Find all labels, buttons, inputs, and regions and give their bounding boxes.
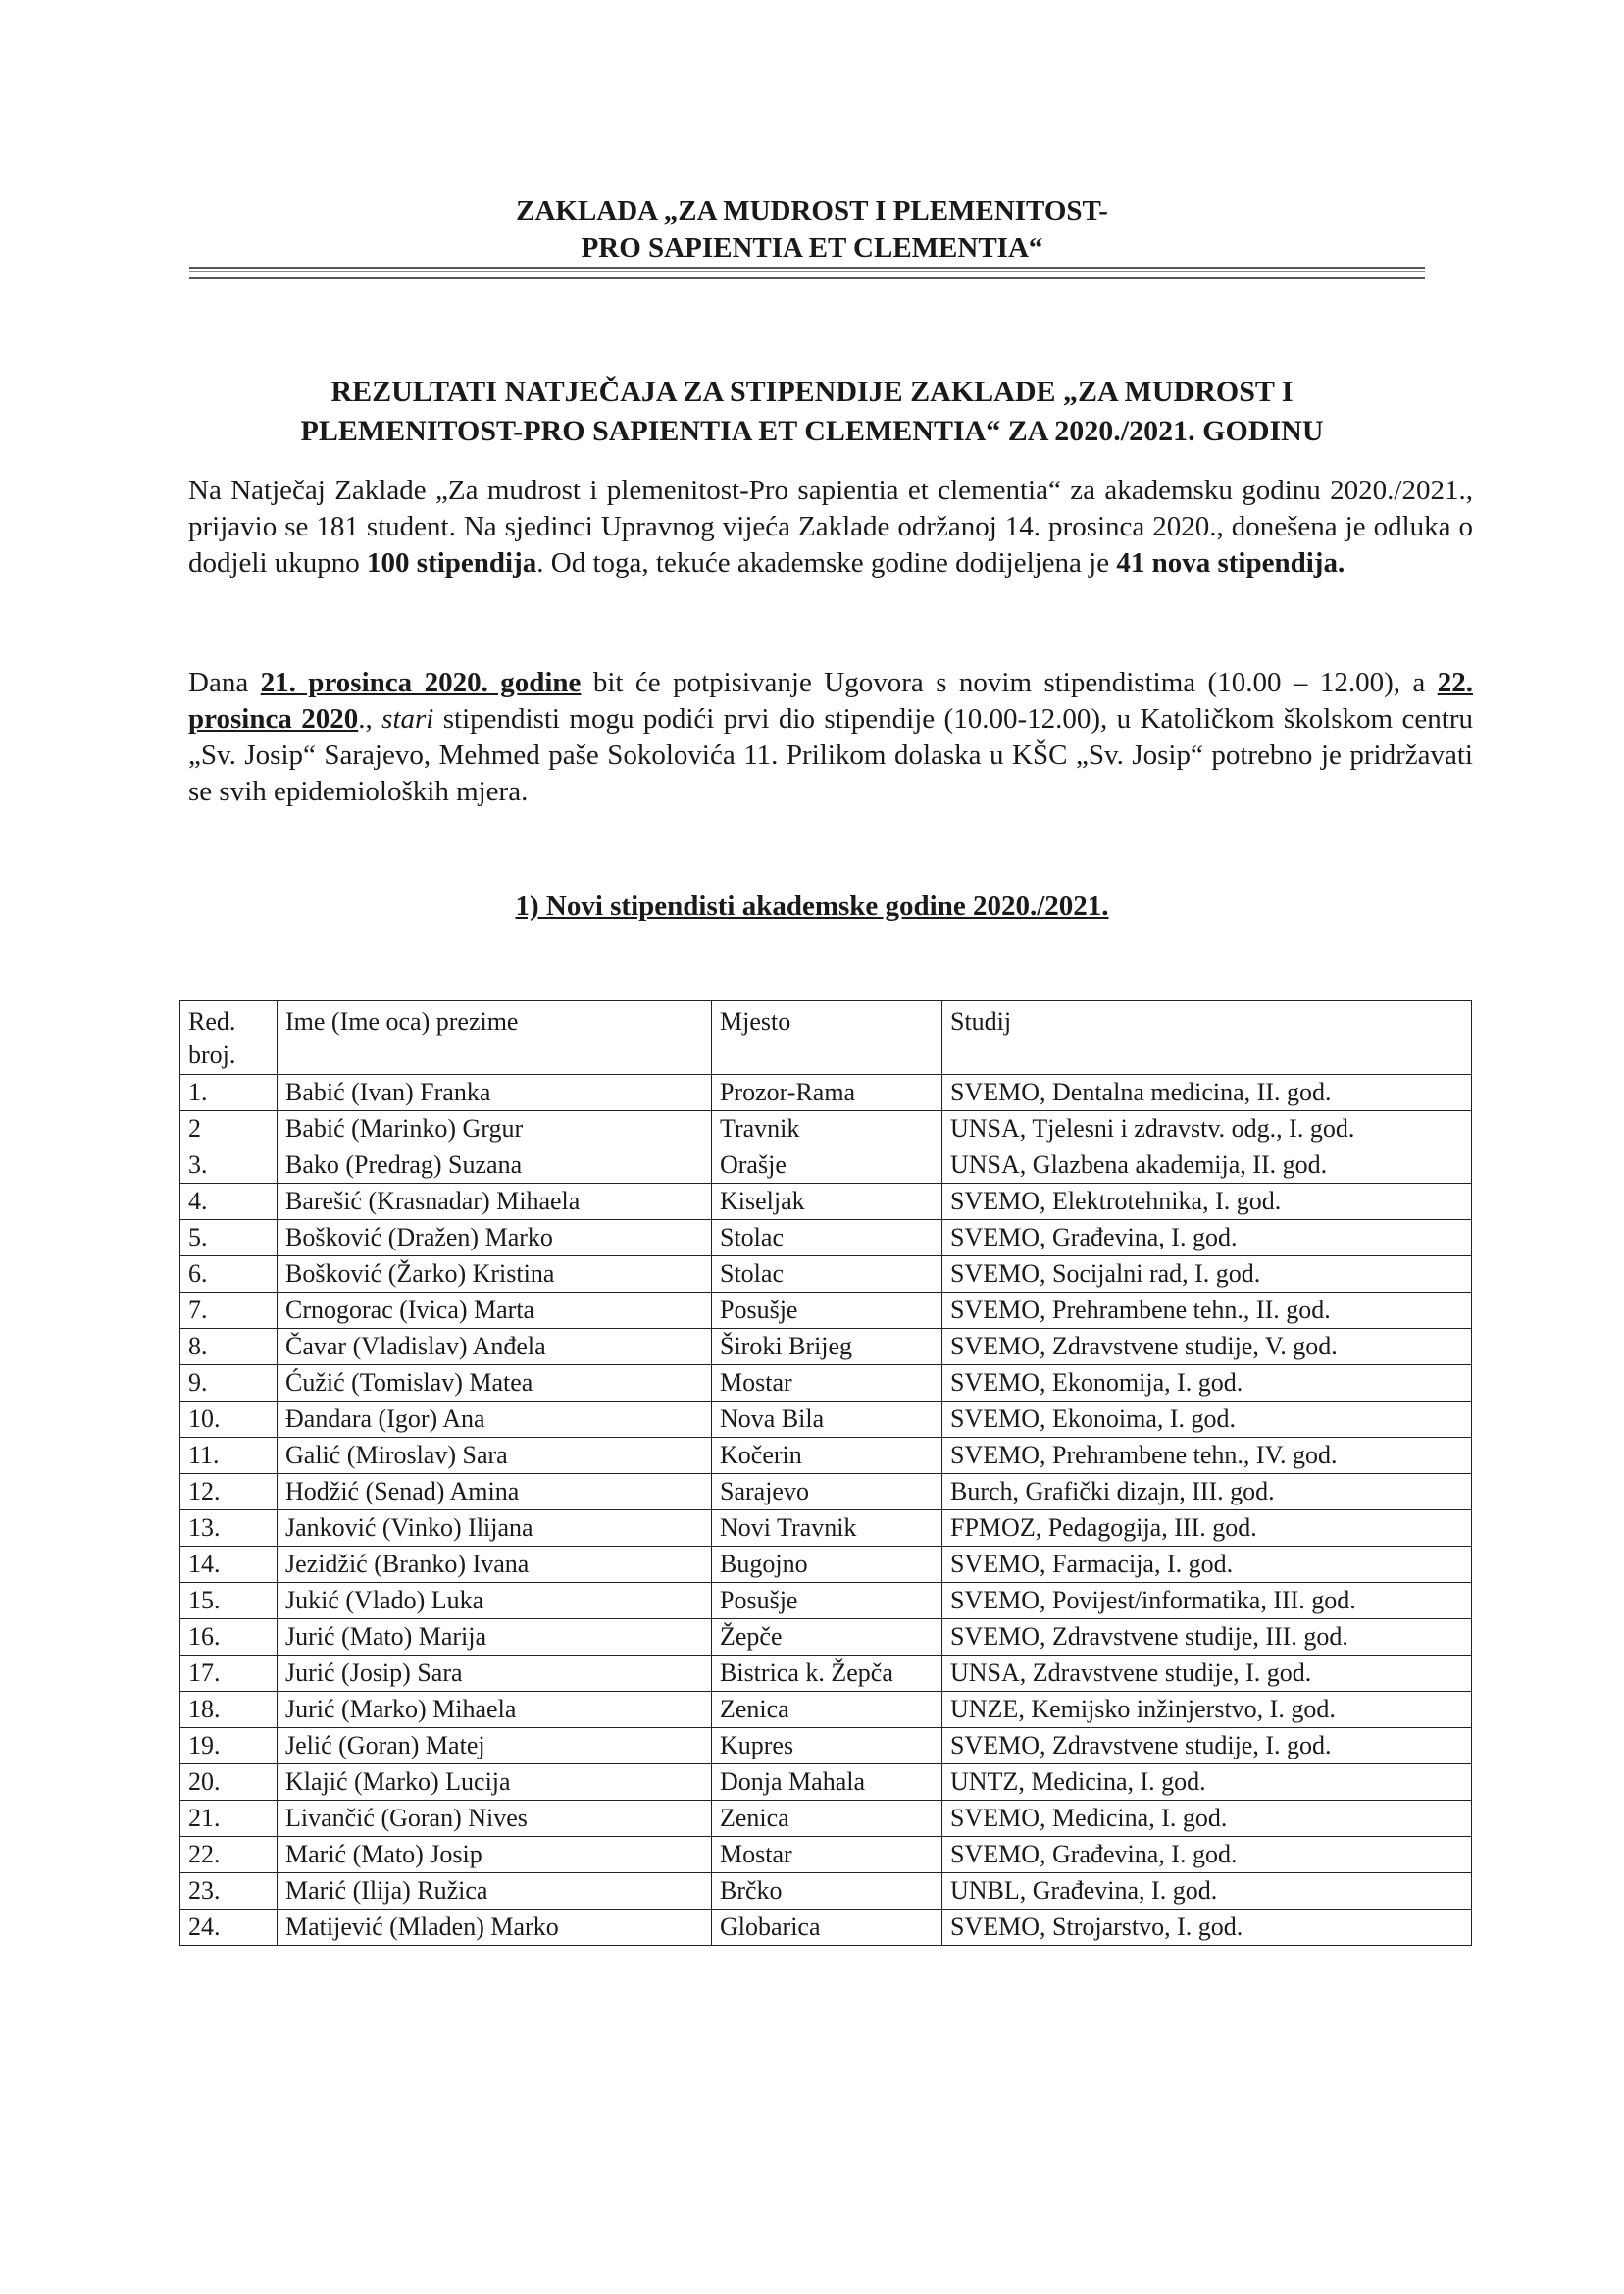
row-place: Bistrica k. Žepča <box>712 1656 942 1692</box>
intro-paragraph <box>188 473 1473 582</box>
row-number: 16. <box>180 1619 278 1656</box>
row-number: 24. <box>180 1910 278 1946</box>
row-study: SVEMO, Povijest/informatika, III. god. <box>942 1583 1472 1619</box>
table-row <box>180 1656 1472 1692</box>
row-place: Kočerin <box>712 1438 942 1474</box>
row-study: SVEMO, Zdravstvene studije, I. god. <box>942 1728 1472 1764</box>
signing-date-new: 21. prosinca 2020. godine <box>260 667 582 698</box>
table-row <box>180 1293 1472 1329</box>
table-row <box>180 1583 1472 1619</box>
row-study: SVEMO, Ekonomija, I. god. <box>942 1365 1472 1402</box>
row-study: SVEMO, Elektrotehnika, I. god. <box>942 1184 1472 1220</box>
signing-paragraph <box>188 665 1473 810</box>
table-row <box>180 1764 1472 1801</box>
row-number: 11. <box>180 1438 278 1474</box>
document-heading <box>177 373 1447 451</box>
row-name: Bošković (Žarko) Kristina <box>278 1256 712 1293</box>
row-number: 4. <box>180 1184 278 1220</box>
signing-italic-word: stari <box>381 703 434 735</box>
row-study: UNBL, Građevina, I. god. <box>942 1873 1472 1910</box>
intro-total-scholarships: 100 stipendija <box>367 547 537 579</box>
row-place: Široki Brijeg <box>712 1329 942 1365</box>
document-heading-line-2: PLEMENITOST-PRO SAPIENTIA ET CLEMENTIA“ ZA 2020./2021. GODINU <box>300 415 1324 447</box>
row-number: 20. <box>180 1764 278 1801</box>
row-name: Čavar (Vladislav) Anđela <box>278 1329 712 1365</box>
header-study: Studij <box>942 1001 1472 1075</box>
row-name: Jurić (Marko) Mihaela <box>278 1692 712 1728</box>
signing-text-b: bit će potpisivanje Ugovora s novim stipendistima (10.00 – 12.00), a <box>581 667 1438 698</box>
row-number: 19. <box>180 1728 278 1764</box>
signing-text-a: Dana <box>188 667 261 698</box>
row-number: 2 <box>180 1111 278 1147</box>
row-number: 9. <box>180 1365 278 1402</box>
row-name: Jurić (Mato) Marija <box>278 1619 712 1656</box>
row-number: 21. <box>180 1801 278 1837</box>
row-study: SVEMO, Građevina, I. god. <box>942 1220 1472 1256</box>
row-place: Žepče <box>712 1619 942 1656</box>
row-place: Posušje <box>712 1583 942 1619</box>
row-place: Brčko <box>712 1873 942 1910</box>
row-study: FPMOZ, Pedagogija, III. god. <box>942 1510 1472 1547</box>
table-row <box>180 1329 1472 1365</box>
row-name: Jurić (Josip) Sara <box>278 1656 712 1692</box>
row-name: Marić (Mato) Josip <box>278 1837 712 1873</box>
table-row <box>180 1510 1472 1547</box>
row-name: Bošković (Dražen) Marko <box>278 1220 712 1256</box>
row-name: Babić (Ivan) Franka <box>278 1075 712 1111</box>
row-place: Orašje <box>712 1147 942 1184</box>
row-place: Globarica <box>712 1910 942 1946</box>
signing-text-c: ., <box>358 703 382 735</box>
row-number: 1. <box>180 1075 278 1111</box>
row-study: UNZE, Kemijsko inžinjerstvo, I. god. <box>942 1692 1472 1728</box>
row-study: Burch, Grafički dizajn, III. god. <box>942 1474 1472 1510</box>
row-place: Travnik <box>712 1111 942 1147</box>
row-number: 5. <box>180 1220 278 1256</box>
row-place: Mostar <box>712 1365 942 1402</box>
header-number: Red. broj. <box>180 1001 278 1075</box>
row-number: 18. <box>180 1692 278 1728</box>
row-number: 13. <box>180 1510 278 1547</box>
table-row <box>180 1075 1472 1111</box>
row-name: Jezidžić (Branko) Ivana <box>278 1547 712 1583</box>
scholars-table <box>179 1000 1472 1946</box>
table-row <box>180 1873 1472 1910</box>
row-name: Klajić (Marko) Lucija <box>278 1764 712 1801</box>
row-study: SVEMO, Medicina, I. god. <box>942 1801 1472 1837</box>
row-place: Prozor-Rama <box>712 1075 942 1111</box>
row-number: 17. <box>180 1656 278 1692</box>
row-place: Stolac <box>712 1220 942 1256</box>
table-row <box>180 1402 1472 1438</box>
table-row <box>180 1184 1472 1220</box>
row-place: Zenica <box>712 1801 942 1837</box>
row-study: SVEMO, Socijalni rad, I. god. <box>942 1256 1472 1293</box>
row-number: 7. <box>180 1293 278 1329</box>
row-number: 3. <box>180 1147 278 1184</box>
row-name: Ćužić (Tomislav) Matea <box>278 1365 712 1402</box>
table-row <box>180 1547 1472 1583</box>
row-number: 10. <box>180 1402 278 1438</box>
row-study: SVEMO, Prehrambene tehn., II. god. <box>942 1293 1472 1329</box>
signing-text-d: stipendisti mogu podići prvi dio stipendije (10.00-12.00), u Katoličkom školskom centru „Sv. Josip“ Sarajevo, Mehmed paše Sokolovića 11. Prilikom dolaska u KŠC „Sv. Josip“ potrebno je pridržavati se svih epidemioloških mjera. <box>188 703 1473 807</box>
row-place: Zenica <box>712 1692 942 1728</box>
header-divider <box>189 267 1425 279</box>
row-name: Đandara (Igor) Ana <box>278 1402 712 1438</box>
intro-new-scholarships: 41 nova stipendija. <box>1116 547 1345 579</box>
row-name: Crnogorac (Ivica) Marta <box>278 1293 712 1329</box>
table-row <box>180 1147 1472 1184</box>
row-place: Bugojno <box>712 1547 942 1583</box>
table-row <box>180 1692 1472 1728</box>
row-name: Hodžić (Senad) Amina <box>278 1474 712 1510</box>
table-row <box>180 1801 1472 1837</box>
row-number: 14. <box>180 1547 278 1583</box>
row-study: SVEMO, Ekonoima, I. god. <box>942 1402 1472 1438</box>
row-name: Galić (Miroslav) Sara <box>278 1438 712 1474</box>
intro-text-a: Na Natječaj Zaklade „Za mudrost i plemenitost-Pro sapientia et clementia“ za akademsku godinu 2020./2021., prijavio se 181 student. Na sjedinci Upravnog vijeća Zaklade održanoj 14. prosinca 2020., donešena je odluka o dodjeli ukupno <box>188 475 1473 579</box>
row-study: SVEMO, Strojarstvo, I. god. <box>942 1910 1472 1946</box>
row-place: Mostar <box>712 1837 942 1873</box>
table-row <box>180 1256 1472 1293</box>
row-study: SVEMO, Građevina, I. god. <box>942 1837 1472 1873</box>
organization-title-line-1: ZAKLADA „ZA MUDROST I PLEMENITOST- <box>516 195 1108 227</box>
table-row <box>180 1220 1472 1256</box>
row-place: Novi Travnik <box>712 1510 942 1547</box>
table-row <box>180 1474 1472 1510</box>
row-study: SVEMO, Zdravstvene studije, III. god. <box>942 1619 1472 1656</box>
row-name: Jukić (Vlado) Luka <box>278 1583 712 1619</box>
document-heading-line-1: REZULTATI NATJEČAJA ZA STIPENDIJE ZAKLADE „ZA MUDROST I <box>330 376 1294 408</box>
header-name: Ime (Ime oca) prezime <box>278 1001 712 1075</box>
table-row <box>180 1910 1472 1946</box>
intro-text-b: . Od toga, tekuće akademske godine dodijeljena je <box>536 547 1117 579</box>
table-row <box>180 1438 1472 1474</box>
row-number: 6. <box>180 1256 278 1293</box>
row-study: SVEMO, Farmacija, I. god. <box>942 1547 1472 1583</box>
table-row <box>180 1728 1472 1764</box>
row-place: Kupres <box>712 1728 942 1764</box>
row-name: Livančić (Goran) Nives <box>278 1801 712 1837</box>
header-place: Mjesto <box>712 1001 942 1075</box>
row-name: Matijević (Mladen) Marko <box>278 1910 712 1946</box>
row-number: 12. <box>180 1474 278 1510</box>
row-number: 8. <box>180 1329 278 1365</box>
row-place: Stolac <box>712 1256 942 1293</box>
row-number: 23. <box>180 1873 278 1910</box>
row-name: Marić (Ilija) Ružica <box>278 1873 712 1910</box>
row-place: Sarajevo <box>712 1474 942 1510</box>
organization-title-line-2: PRO SAPIENTIA ET CLEMENTIA“ <box>581 232 1043 264</box>
table-row <box>180 1837 1472 1873</box>
row-study: SVEMO, Prehrambene tehn., IV. god. <box>942 1438 1472 1474</box>
section-title: 1) Novi stipendisti akademske godine 2020./2021. <box>515 891 1109 922</box>
table-row <box>180 1365 1472 1402</box>
signing-date-old: 22. prosinca 2020 <box>188 667 1473 735</box>
row-name: Babić (Marinko) Grgur <box>278 1111 712 1147</box>
table-header-row <box>180 1001 1472 1075</box>
row-name: Jelić (Goran) Matej <box>278 1728 712 1764</box>
table-body <box>180 1075 1472 1946</box>
row-study: SVEMO, Zdravstvene studije, V. god. <box>942 1329 1472 1365</box>
row-place: Kiseljak <box>712 1184 942 1220</box>
table-row <box>180 1111 1472 1147</box>
row-study: UNTZ, Medicina, I. god. <box>942 1764 1472 1801</box>
row-place: Donja Mahala <box>712 1764 942 1801</box>
row-study: SVEMO, Dentalna medicina, II. god. <box>942 1075 1472 1111</box>
row-name: Bako (Predrag) Suzana <box>278 1147 712 1184</box>
row-number: 22. <box>180 1837 278 1873</box>
row-name: Janković (Vinko) Ilijana <box>278 1510 712 1547</box>
row-study: UNSA, Tjelesni i zdravstv. odg., I. god. <box>942 1111 1472 1147</box>
row-place: Posušje <box>712 1293 942 1329</box>
row-name: Barešić (Krasnadar) Mihaela <box>278 1184 712 1220</box>
table-row <box>180 1619 1472 1656</box>
row-place: Nova Bila <box>712 1402 942 1438</box>
organization-title <box>0 192 1624 267</box>
row-number: 15. <box>180 1583 278 1619</box>
row-study: UNSA, Glazbena akademija, II. god. <box>942 1147 1472 1184</box>
row-study: UNSA, Zdravstvene studije, I. god. <box>942 1656 1472 1692</box>
